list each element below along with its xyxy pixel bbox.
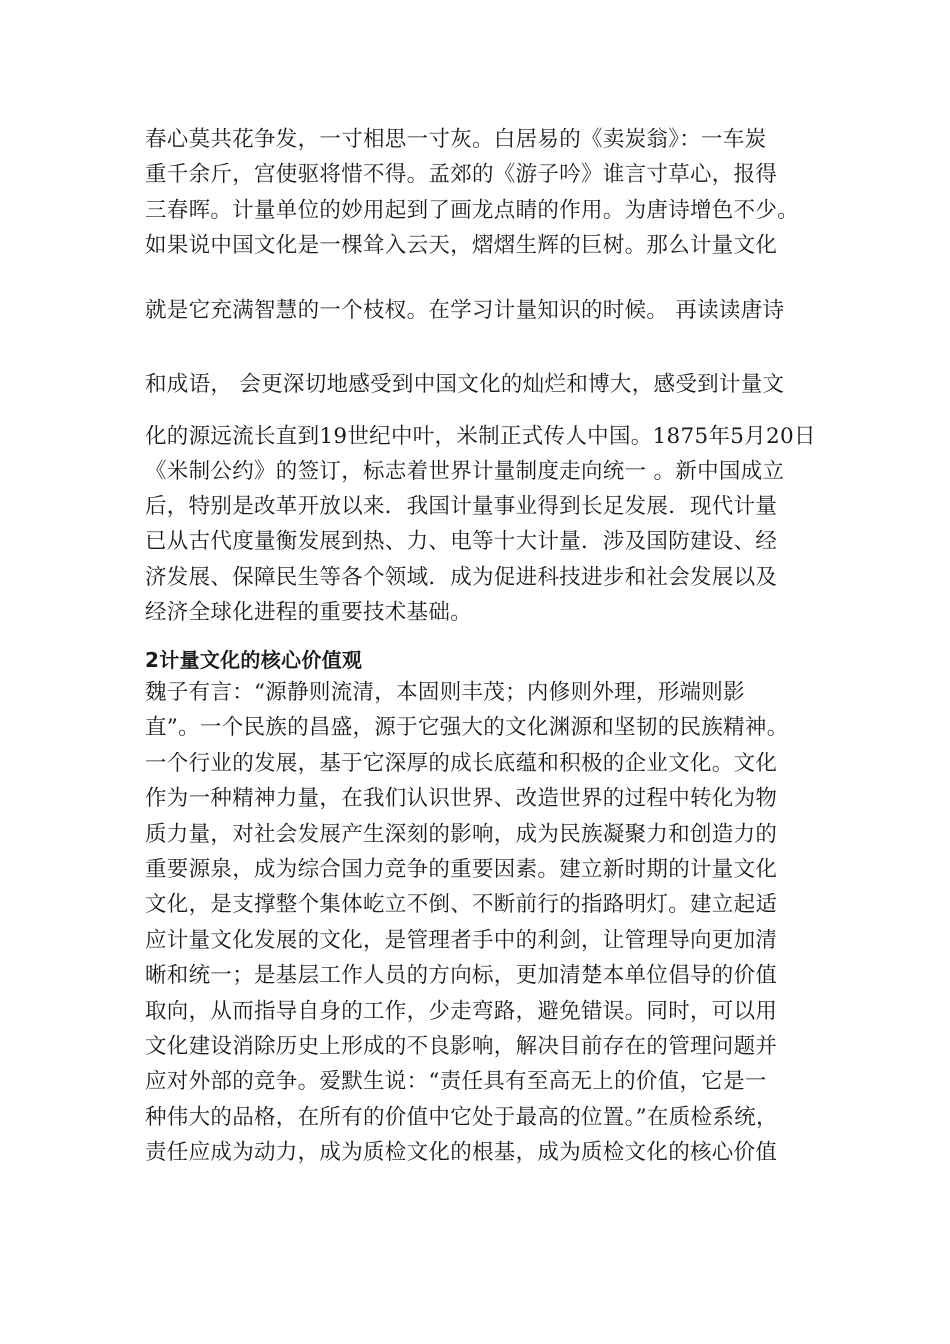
text-line: 一个行业的发展，基于它深厚的成长底蕴和积极的企业文化。文化 [145,751,778,776]
text-line: 化的源远流长直到19世纪中叶，米制正式传人中国。1875年5月20日 [145,424,816,449]
text-line: 重要源泉，成为综合国力竞争的重要因素。建立新时期的计量文化 [145,857,778,882]
text-line: 后，特别是改革开放以来．我国计量事业得到长足发展．现代计量 [145,494,778,519]
text-line: 和成语， 会更深切地感受到中国文化的灿烂和博大，感受到计量文 [145,372,785,397]
text-line: 取向，从而指导自身的工作，少走弯路，避免错误。同时，可以用 [145,999,778,1024]
text-line: 《米制公约》的签订，标志着世界计量制度走向统一 。新中国成立 [145,459,785,484]
text-line: 魏子有言：“源静则流清，本固则丰茂；内修则外理，形端则影 [145,680,745,705]
text-line: 就是它充满智慧的一个枝杈。在学习计量知识的时候。 再读读唐诗 [145,298,785,323]
text-line: 如果说中国文化是一棵耸入云天，熠熠生辉的巨树。那么计量文化 [145,233,778,258]
text-line: 作为一种精神力量，在我们认识世界、改造世界的过程中转化为物 [145,786,778,811]
text-line: 已从古代度量衡发展到热、力、电等十大计量．涉及国防建设、经 [145,529,778,554]
text-line: 文化建设消除历史上形成的不良影响，解决目前存在的管理问题并 [145,1034,778,1059]
text-line: 应计量文化发展的文化，是管理者手中的利剑，让管理导向更加清 [145,928,778,953]
text-line: 种伟大的品格，在所有的价值中它处于最高的位置。”在质检系统， [145,1105,778,1130]
text-line: 晰和统一；是基层工作人员的方向标，更加清楚本单位倡导的价值 [145,963,778,988]
text-line: 质力量，对社会发展产生深刻的影响，成为民族凝聚力和创造力的 [145,822,778,847]
text-line: 经济全球化进程的重要技术基础。 [145,600,473,625]
text-line: 春心莫共花争发，一寸相思一寸灰。白居易的《卖炭翁》：一车炭 [145,127,767,152]
text-line: 三春晖。计量单位的妙用起到了画龙点睛的作用。为唐诗增色不少。 [145,198,800,223]
text-line: 责任应成为动力，成为质检文化的根基，成为质检文化的核心价值 [145,1140,778,1165]
text-line: 重千余斤，宫使驱将惜不得。孟郊的《游子吟》谁言寸草心，报得 [145,162,778,187]
text-line: 济发展、保障民生等各个领域．成为促进科技进步和社会发展以及 [145,565,778,590]
section-heading: 2计量文化的核心价值观 [145,648,363,672]
text-line: 应对外部的竞争。爱默生说：“责任具有至高无上的价值，它是一 [145,1069,767,1094]
text-line: 文化，是支撑整个集体屹立不倒、不断前行的指路明灯。建立起适 [145,892,778,917]
text-line: 直”。一个民族的昌盛，源于它强大的文化渊源和坚韧的民族精神。 [145,715,789,740]
